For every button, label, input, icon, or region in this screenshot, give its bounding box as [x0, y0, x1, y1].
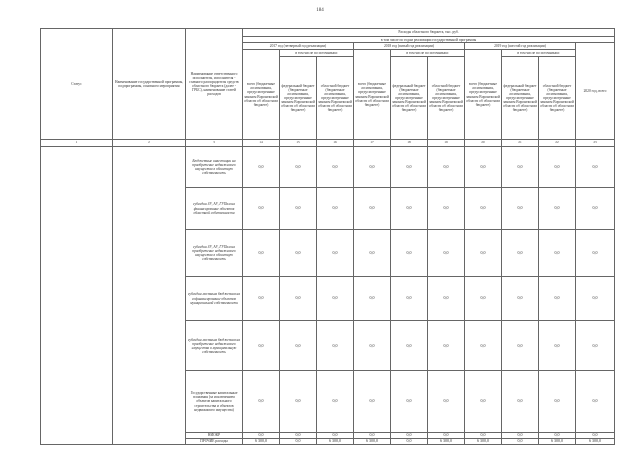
expenses-table [40, 28, 615, 445]
value-cell: 0,0 [502, 230, 539, 277]
col-number: 23 [576, 140, 615, 147]
header-executor: Наименование ответственного исполнителя, исполнителя - главного распорядителя средств областного бюджета (далее - ГРБС), наименование статей расходов [186, 29, 243, 140]
value-cell: 0,0 [428, 146, 465, 187]
value-cell: 0,0 [465, 230, 502, 277]
row-label: ПРОЧИЕ расходы [186, 438, 243, 444]
value-cell: 0,0 [576, 187, 615, 229]
col-number: 17 [354, 140, 391, 147]
value-cell: 0,0 [243, 187, 280, 229]
value-cell: 0,0 [317, 321, 354, 371]
header-total-2017: всего (бюджетные ассигнования, предусмотренные законом Воронежской области об областном бюджете) [243, 50, 280, 140]
value-cell: 0,0 [465, 146, 502, 187]
program-cell [113, 146, 186, 444]
value-cell: 0,0 [502, 276, 539, 320]
value-cell: 0,0 [280, 230, 317, 277]
header-subtitle: в том числе по годам реализации государственной программы [243, 36, 615, 43]
value-cell: 0,0 [317, 276, 354, 320]
header-including-2018: в том числе по источникам: [391, 50, 465, 57]
value-cell: 0,0 [354, 371, 391, 432]
value-cell: 0,0 [317, 187, 354, 229]
value-cell: 0,0 [539, 187, 576, 229]
value-cell: 0,0 [391, 187, 428, 229]
col-number: 21 [502, 140, 539, 147]
value-cell: 0,0 [465, 432, 502, 438]
value-cell: 0,0 [539, 146, 576, 187]
header-including-2019: в том числе по источникам: [502, 50, 576, 57]
value-cell: 6 300,0 [428, 438, 465, 444]
value-cell: 0,0 [465, 276, 502, 320]
value-cell: 0,0 [391, 321, 428, 371]
value-cell: 6 300,0 [465, 438, 502, 444]
col-number: 1 [41, 140, 113, 147]
header-expenses-title: Расходы областного бюджета, тыс. руб. [243, 29, 615, 37]
value-cell: 0,0 [391, 432, 428, 438]
value-cell: 0,0 [280, 432, 317, 438]
header-regional-2019: областной бюджет (бюджетные ассигнования, предусмотренные законом Воронежской области об областном бюджете) [539, 56, 576, 139]
header-federal-2019: федеральный бюджет (бюджетные ассигнования, предусмотренные законом Воронежской области об областном бюджете) [502, 56, 539, 139]
row-label: субсидии ЗУ, АУ, ГУПам на приобретение недвижимого имущества в областную собственность [186, 230, 243, 277]
value-cell: 6 300,0 [317, 438, 354, 444]
col-number: 3 [186, 140, 243, 147]
header-year-2019: 2019 год (шестой год реализации) [465, 43, 576, 50]
value-cell: 0,0 [317, 432, 354, 438]
value-cell: 0,0 [391, 146, 428, 187]
value-cell: 0,0 [576, 432, 615, 438]
value-cell: 0,0 [539, 230, 576, 277]
header-status: Статус [41, 29, 113, 140]
value-cell: 0,0 [354, 321, 391, 371]
col-number: 15 [280, 140, 317, 147]
header-including-2017: в том числе по источникам: [280, 50, 354, 57]
value-cell: 0,0 [354, 432, 391, 438]
value-cell: 0,0 [243, 276, 280, 320]
value-cell: 0,0 [243, 230, 280, 277]
header-program-name: Наименование государственной программы, подпрограммы, основного мероприятия [113, 29, 186, 140]
header-total-2018: всего (бюджетные ассигнования, предусмотренные законом Воронежской области об областном бюджете) [354, 50, 391, 140]
status-cell [41, 146, 113, 444]
value-cell: 0,0 [391, 230, 428, 277]
value-cell: 0,0 [354, 146, 391, 187]
value-cell: 0,0 [391, 438, 428, 444]
value-cell: 0,0 [317, 146, 354, 187]
header-year-2017: 2017 год (четвертый год реализации) [243, 43, 354, 50]
value-cell: 0,0 [280, 438, 317, 444]
row-label: субсидии ЗУ, АУ, ГУПам на финансирование объектов областной собственности [186, 187, 243, 229]
value-cell: 0,0 [465, 371, 502, 432]
col-number: 20 [465, 140, 502, 147]
value-cell: 0,0 [428, 187, 465, 229]
value-cell: 0,0 [280, 321, 317, 371]
col-number: 22 [539, 140, 576, 147]
value-cell: 0,0 [428, 276, 465, 320]
value-cell: 0,0 [391, 371, 428, 432]
value-cell: 0,0 [576, 230, 615, 277]
value-cell: 0,0 [354, 276, 391, 320]
value-cell: 0,0 [502, 438, 539, 444]
value-cell: 0,0 [576, 276, 615, 320]
row-label: НИОКР [186, 432, 243, 438]
value-cell: 0,0 [280, 371, 317, 432]
col-number: 16 [317, 140, 354, 147]
table-row [41, 146, 615, 187]
value-cell: 0,0 [317, 230, 354, 277]
value-cell: 0,0 [243, 321, 280, 371]
value-cell: 0,0 [428, 230, 465, 277]
value-cell: 0,0 [539, 276, 576, 320]
value-cell: 6 300,0 [539, 438, 576, 444]
col-number: 14 [243, 140, 280, 147]
value-cell: 0,0 [428, 432, 465, 438]
value-cell: 0,0 [576, 146, 615, 187]
value-cell: 6 300,0 [243, 438, 280, 444]
value-cell: 0,0 [428, 371, 465, 432]
value-cell: 0,0 [539, 321, 576, 371]
value-cell: 0,0 [243, 371, 280, 432]
value-cell: 0,0 [280, 276, 317, 320]
value-cell: 0,0 [317, 371, 354, 432]
header-regional-2017: областной бюджет (бюджетные ассигнования, предусмотренные законом Воронежской области об областном бюджете) [317, 56, 354, 139]
value-cell: 6 300,0 [576, 438, 615, 444]
value-cell: 0,0 [354, 230, 391, 277]
value-cell: 6 300,0 [354, 438, 391, 444]
value-cell: 0,0 [391, 276, 428, 320]
value-cell: 0,0 [465, 321, 502, 371]
header-regional-2018: областной бюджет (бюджетные ассигнования, предусмотренные законом Воронежской области об областном бюджете) [428, 56, 465, 139]
value-cell: 0,0 [539, 371, 576, 432]
row-label: субсидии местным бюджетам на приобретение недвижимого имущества в муниципальную собственность [186, 321, 243, 371]
row-label: Государственные капитальные вложения (за исключением объектов капитального строительства и объектов недвижимого имущества) [186, 371, 243, 432]
value-cell: 0,0 [502, 146, 539, 187]
col-number: 19 [428, 140, 465, 147]
header-total-2019: всего (бюджетные ассигнования, предусмотренные законом Воронежской области об областном бюджете) [465, 50, 502, 140]
value-cell: 0,0 [280, 146, 317, 187]
row-label: Бюджетные инвестиции на приобретение недвижимого имущества в областную собственность [186, 146, 243, 187]
value-cell: 0,0 [576, 321, 615, 371]
value-cell: 0,0 [502, 371, 539, 432]
column-numbers-row [41, 140, 615, 147]
value-cell: 0,0 [576, 371, 615, 432]
header-2020-total: 2020 год, всего [576, 43, 615, 140]
value-cell: 0,0 [502, 321, 539, 371]
page-number: 184 [316, 8, 324, 13]
row-label: субсидии местным бюджетам на софинансирование объектов муниципальной собственности [186, 276, 243, 320]
value-cell: 0,0 [243, 146, 280, 187]
col-number: 18 [391, 140, 428, 147]
value-cell: 0,0 [465, 187, 502, 229]
value-cell: 0,0 [280, 187, 317, 229]
value-cell: 0,0 [539, 432, 576, 438]
value-cell: 0,0 [428, 321, 465, 371]
header-federal-2017: федеральный бюджет (бюджетные ассигнования, предусмотренные законом Воронежской области об областном бюджете) [280, 56, 317, 139]
header-federal-2018: федеральный бюджет (бюджетные ассигнования, предусмотренные законом Воронежской области об областном бюджете) [391, 56, 428, 139]
value-cell: 0,0 [502, 187, 539, 229]
header-year-2018: 2018 год (пятый год реализации) [354, 43, 465, 50]
value-cell: 0,0 [502, 432, 539, 438]
value-cell: 0,0 [354, 187, 391, 229]
value-cell: 0,0 [243, 432, 280, 438]
col-number: 2 [113, 140, 186, 147]
